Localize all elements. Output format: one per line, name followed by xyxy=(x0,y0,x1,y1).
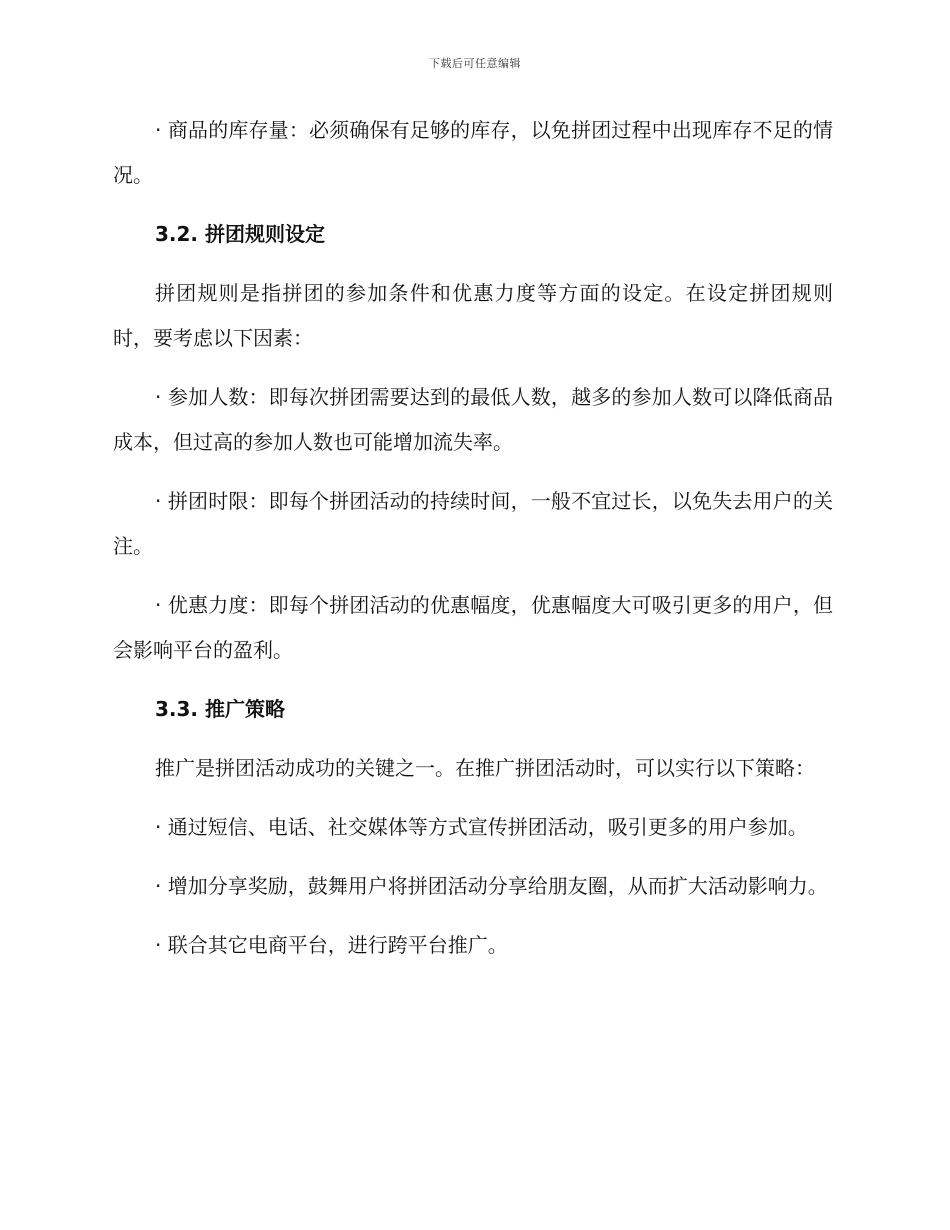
document-body xyxy=(113,108,833,982)
bullet-participants: · 参加人数：即每次拼团需要达到的最低人数，越多的参加人数可以降低商品成本，但过高的参加人数也可能增加流失率。 xyxy=(113,385,833,454)
section-heading-3-3: 3.3. 推广策略 xyxy=(155,697,285,721)
bullet-discount: · 优惠力度：即每个拼团活动的优惠幅度，优惠幅度大可吸引更多的用户，但会影响平台的盈利。 xyxy=(113,593,833,662)
bullet-share-reward: · 增加分享奖励，鼓舞用户将拼团活动分享给朋友圈，从而扩大活动影响力。 xyxy=(155,874,828,898)
bullet-time-limit: · 拼团时限：即每个拼团活动的持续时间，一般不宜过长，以免失去用户的关注。 xyxy=(113,489,833,558)
paragraph-rules-intro: 拼团规则是指拼团的参加条件和优惠力度等方面的设定。在设定拼团规则时，要考虑以下因素： xyxy=(113,281,833,350)
bullet-cross-platform: · 联合其它电商平台，进行跨平台推广。 xyxy=(155,933,508,957)
header-note: 下载后可任意编辑 xyxy=(429,57,521,70)
paragraph-promotion-intro: 推广是拼团活动成功的关键之一。在推广拼团活动时，可以实行以下策略： xyxy=(155,756,815,780)
bullet-inventory: · 商品的库存量：必须确保有足够的库存，以免拼团过程中出现库存不足的情况。 xyxy=(113,118,833,187)
section-heading-3-2: 3.2. 拼团规则设定 xyxy=(155,222,325,246)
bullet-sms-social: · 通过短信、电话、社交媒体等方式宣传拼团活动，吸引更多的用户参加。 xyxy=(155,815,808,839)
